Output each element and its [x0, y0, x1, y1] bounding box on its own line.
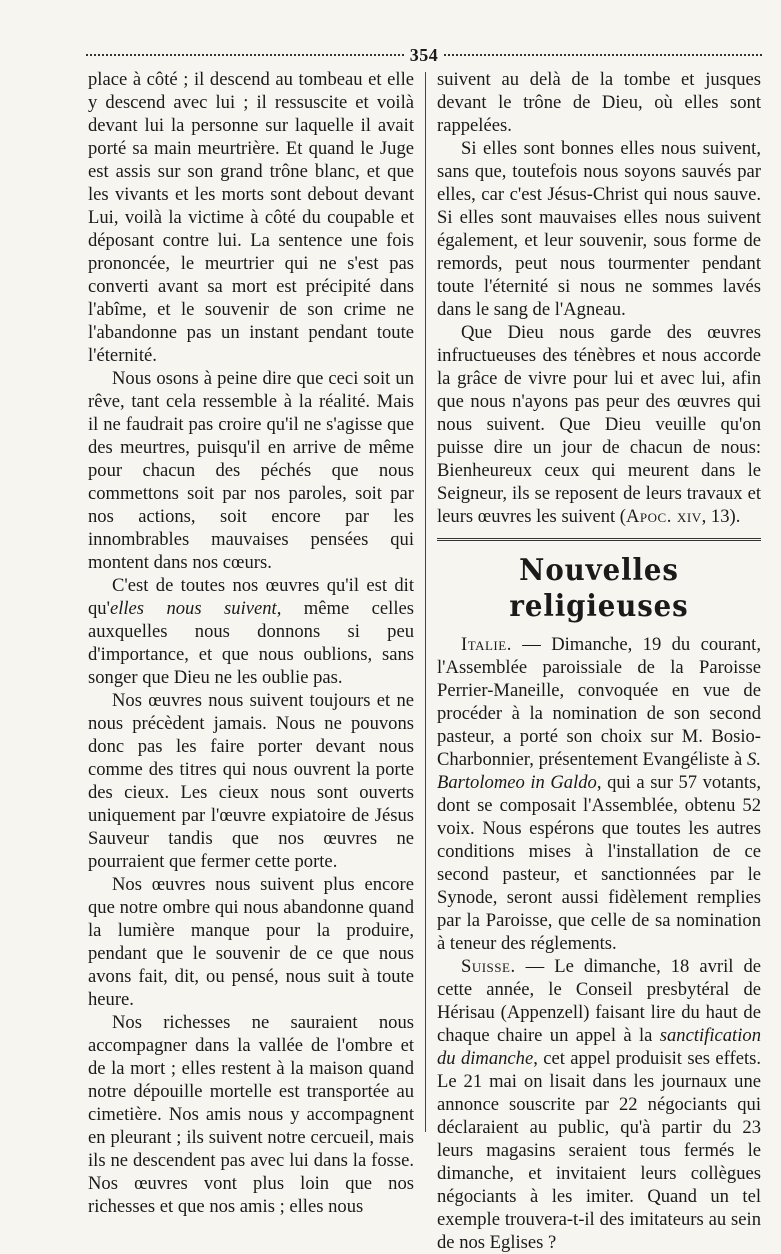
text-run: C'est de toutes nos œuvres qu'il est dit qu': [88, 575, 414, 619]
paragraph: [88, 574, 414, 689]
section-title: Nouvelles religieuses: [509, 553, 689, 624]
paragraph: place à côté ; il descend au tombeau et elle y descend avec lui ; il ressuscite et voilà devant lui la personne sur laquelle il avait porté sa main meurtrière. Et quand le Juge est assis sur son grand trône blanc, et que les vivants et les morts sont debout devant Lui, voilà la victime à côté du coupable et déposant contre lui. La sentence une fois prononcée, le meurtrier qui ne s'est pas converti avant sa mort est précipité dans l'abîme, et le souvenir de son crime ne l'abandonne pas un instant pendant toute l'éternité.: [88, 69, 414, 366]
paragraph: suivent au delà de la tombe et jusques devant le trône de Dieu, où elles sont rappelées.: [437, 69, 761, 136]
left-column: [88, 68, 414, 1218]
text-run: Que Dieu nous garde des œuvres infructueuses des ténèbres et nous accorde la grâce de vivre pour lui et avec lui, afin que nous n'ayons pas peur des œuvres qui nous suivent. Que Dieu veuille qu'on puisse dire un jour de chacun de nous: Bienheureux ceux qui meurent dans le Seigneur, ils se reposent de leurs travaux et leurs œuvres les suivent (: [437, 322, 761, 527]
paragraph: Si elles sont bonnes elles nous suivent, sans que, toutefois nous soyons sauvés par elles, car c'est Jésus-Christ qui nous sauve. Si elles sont mauvaises elles nous suivent également, et leur souvenir, sous forme de remords, peut nous tourmenter pendant toute l'éternité si nous ne sommes lavés dans le sang de l'Agneau.: [437, 138, 761, 320]
right-column: [437, 68, 761, 1254]
italic-phrase: sanctification du dimanche: [437, 1025, 761, 1069]
news-item: [437, 633, 761, 955]
text-run: — Le dimanche, 18 avril de cette année, le Conseil presbytéral de Hérisau (Appenzell) faisant lire du haut de chaque chaire un appel à la: [437, 956, 761, 1046]
news-country-label: Suisse.: [461, 956, 516, 977]
header-rule-left: [86, 54, 404, 56]
text-run: — Dimanche, 19 du courant, l'Assemblée paroissiale de la Paroisse Perrier-Maneille, convoquée en vue de procéder à la nomination de son second pasteur, a porté son choix sur M. Bosio-Charbonnier, présentement Evangéliste à: [437, 634, 761, 770]
scripture-reference: Apoc. xiv: [626, 506, 702, 527]
paragraph: Nos richesses ne sauraient nous accompagner dans la vallée de l'ombre et de la mort ; elles restent à la maison quand notre dépouille mortelle est transportée au cimetière. Nos amis nous y accompagnent en pleurant ; ils suivent notre cercueil, mais ils ne descendent pas avec lui dans la fosse. Nos œuvres vont plus loin que nos richesses et que nos amis ; elles nous: [88, 1012, 414, 1217]
header-rule-right: [444, 54, 762, 56]
text-run: , 13).: [701, 506, 741, 527]
news-item: [437, 955, 761, 1254]
column-divider: [425, 72, 426, 1132]
paragraph: Nous osons à peine dire que ceci soit un rêve, tant cela ressemble à la réalité. Mais il ne faudrait pas croire qu'il ne s'agisse que des meurtres, puisqu'il en arrive de même pour chacun des péchés que nous commettons soit par nos paroles, soit par nos actions, soit encore par les innombrables mauvaises pensées qui montent dans nos cœurs.: [88, 368, 414, 573]
italic-phrase: S. Bartolomeo in Galdo: [437, 749, 761, 793]
text-run: , même celles auxquelles nous donnons si peu d'importance, et que nous oublions, sans songer que Dieu ne les oublie pas.: [88, 598, 414, 688]
paragraph: Nos œuvres nous suivent plus encore que notre ombre qui nous abandonne quand la lumière manque pour la produire, pendant que le souvenir de ce que nous avons fait, dit, ou pensé, nous suit à toute heure.: [88, 874, 414, 1010]
text-run: , qui a sur 57 votants, dont se composait l'Assemblée, obtenu 52 voix. Nous espérons que toutes les autres conditions mises à l'installation de ce second pasteur, et sanctionnées par le Synode, seront aussi fidèlement remplies par la Paroisse, que celle de sa nomination à teneur des réglements.: [437, 772, 761, 954]
paragraph: [437, 321, 761, 528]
news-country-label: Italie.: [461, 634, 512, 655]
italic-phrase: elles nous suivent: [109, 598, 277, 619]
page-header: [86, 44, 762, 66]
paragraph: Nos œuvres nous suivent toujours et ne nous précèdent jamais. Nous ne pouvons donc pas les faire porter devant nous comme des titres qui nous ouvrent la porte des cieux. Les cieux nous sont ouverts uniquement par l'œuvre expiatoire de Jésus Sauveur tandis que nos œuvres ne pourraient que fermer cette porte.: [88, 690, 414, 872]
section-separator: [437, 538, 761, 541]
page-number: 354: [409, 44, 439, 65]
text-run: , cet appel produisit ses effets. Le 21 mai on lisait dans les journaux une annonce souscrite par 22 négociants qui déclaraient au public, qu'à partir du 23 leurs magasins seraient tous fermés le dimanche, et invitaient leurs collègues négociants à les imiter. Quand un tel exemple trouvera-t-il des imitateurs au sein de nos Eglises ?: [437, 1048, 761, 1253]
